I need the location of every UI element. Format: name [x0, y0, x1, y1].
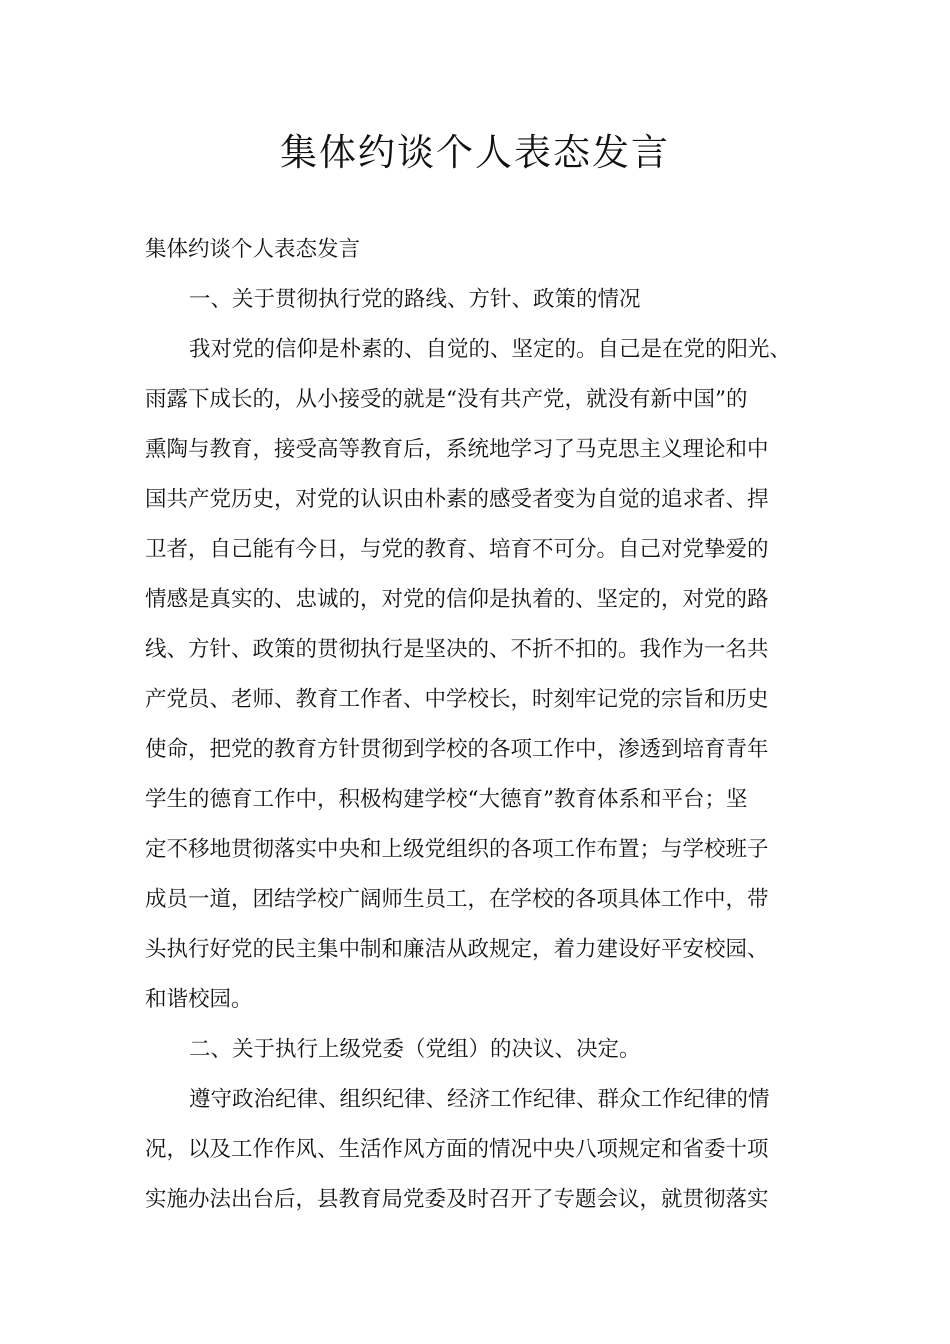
- text-line: 实施办法出台后，县教育局党委及时召开了专题会议，就贯彻落实: [145, 1187, 769, 1212]
- text-line: 遵守政治纪律、组织纪律、经济工作纪律、群众工作纪律的情: [189, 1087, 770, 1112]
- text-line: 定不移地贯彻落实中央和上级党组织的各项工作布置；与学校班子: [145, 837, 769, 862]
- text-line: 使命，把党的教育方针贯彻到学校的各项工作中，渗透到培育青年: [145, 737, 769, 762]
- text-line: 头执行好党的民主集中制和廉洁从政规定，着力建设好平安校园、: [145, 937, 769, 962]
- text-line: 卫者，自己能有今日，与党的教育、培育不可分。自己对党挚爱的: [145, 537, 769, 562]
- text-line: 线、方针、政策的贯彻执行是坚决的、不折不扣的。我作为一名共: [145, 637, 769, 662]
- text-line: 雨露下成长的，从小接受的就是“没有共产党，就没有新中国”的: [145, 387, 748, 412]
- text-line: 国共产党历史，对党的认识由朴素的感受者变为自觉的追求者、捍: [145, 487, 769, 512]
- text-line: 一、关于贯彻执行党的路线、方针、政策的情况: [189, 287, 641, 312]
- text-line: 和谐校园。: [145, 987, 253, 1012]
- document-title: 集体约谈个人表态发言: [280, 131, 670, 174]
- text-line: 产党员、老师、教育工作者、中学校长，时刻牢记党的宗旨和历史: [145, 687, 769, 712]
- text-line: 熏陶与教育，接受高等教育后，系统地学习了马克思主义理论和中: [145, 437, 769, 462]
- text-line: 成员一道，团结学校广阔师生员工，在学校的各项具体工作中，带: [145, 887, 769, 912]
- text-line: 况，以及工作作风、生活作风方面的情况中央八项规定和省委十项: [145, 1137, 769, 1162]
- text-line: 二、关于执行上级党委（党组）的决议、决定。: [189, 1037, 641, 1062]
- text-line: 我对党的信仰是朴素的、自觉的、坚定的。自己是在党的阳光、: [189, 337, 792, 362]
- subtitle-line: 集体约谈个人表态发言: [145, 237, 361, 262]
- text-line: 情感是真实的、忠诚的，对党的信仰是执着的、坚定的，对党的路: [145, 587, 769, 612]
- text-line: 学生的德育工作中，积极构建学校“大德育”教育体系和平台；坚: [145, 787, 748, 812]
- document-body: [145, 225, 815, 1225]
